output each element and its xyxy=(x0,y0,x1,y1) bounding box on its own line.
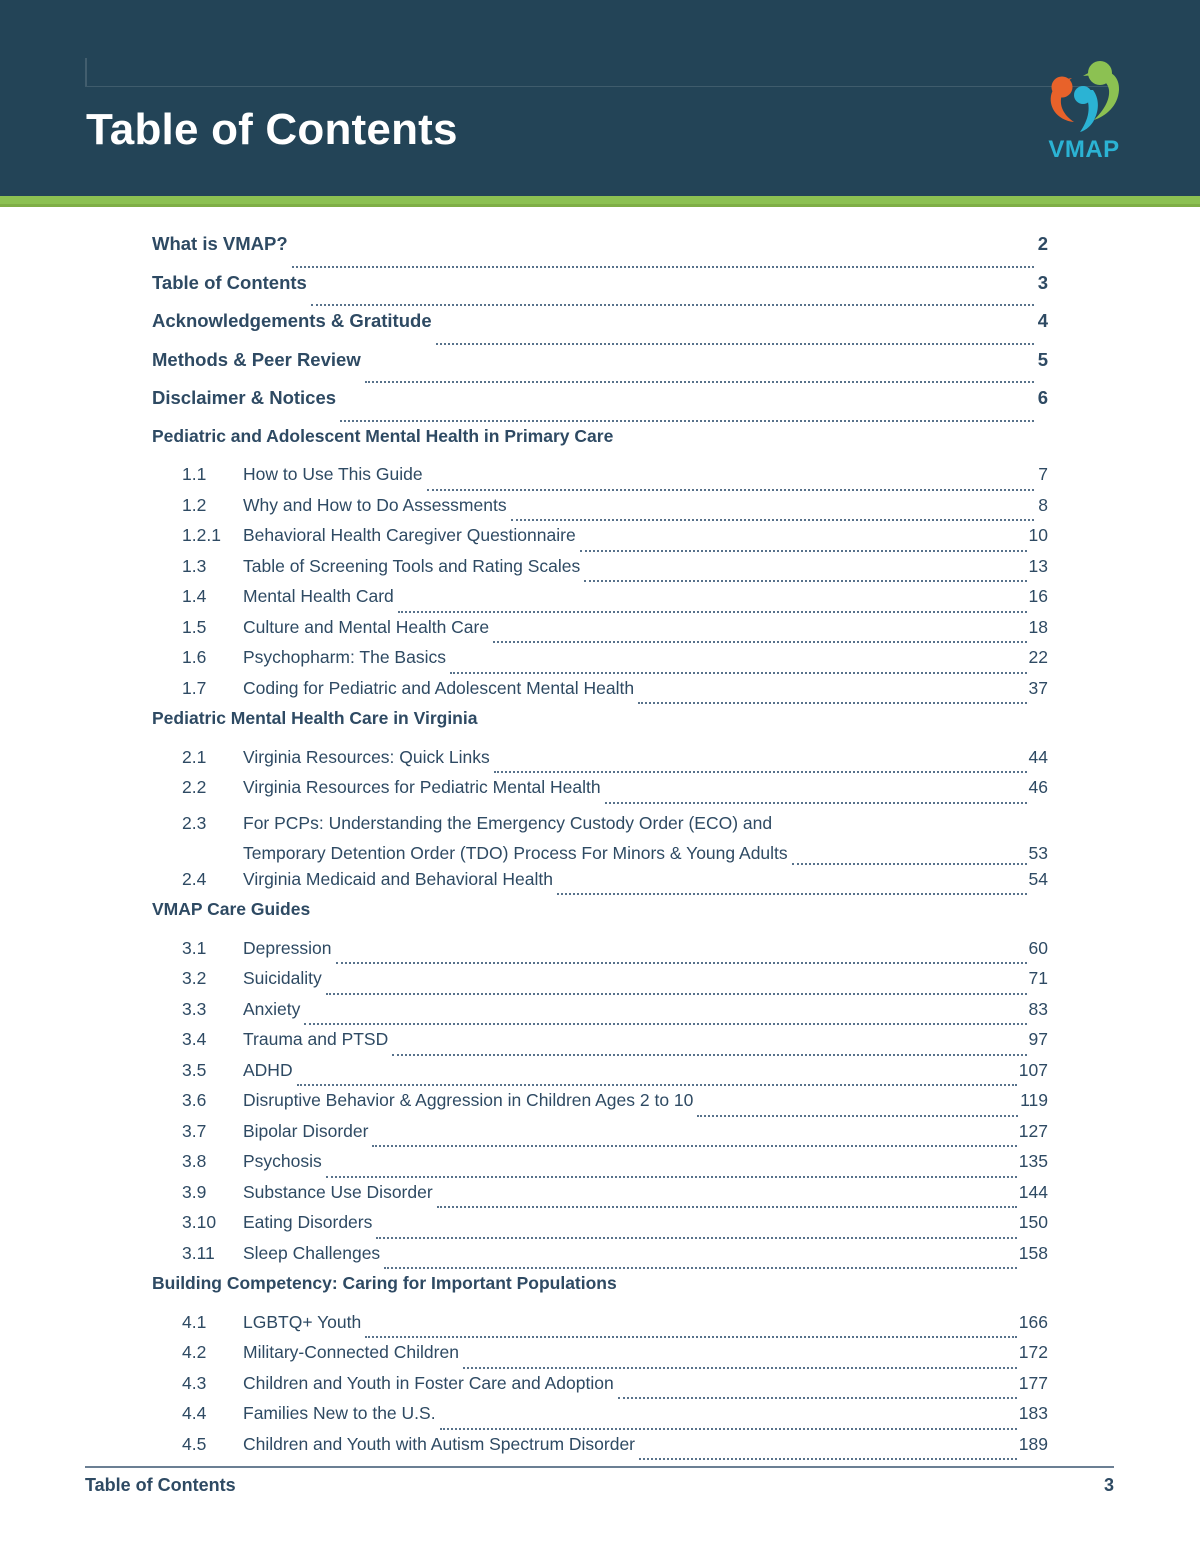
toc-dot-leader xyxy=(638,701,1026,704)
toc-entry-list xyxy=(0,207,1200,1464)
toc-section-heading xyxy=(152,708,1048,747)
toc-dot-leader xyxy=(326,1175,1017,1178)
toc-entry-label: Anxiety xyxy=(243,998,301,1019)
toc-entry-sub-multiline[interactable] xyxy=(152,808,1048,869)
toc-entry-number: 1.2 xyxy=(182,494,207,515)
page-title: Table of Contents xyxy=(86,105,458,154)
toc-entry-number: 3.11 xyxy=(182,1242,215,1263)
toc-entry-top[interactable] xyxy=(152,349,1048,388)
toc-page-number: 8 xyxy=(1038,494,1048,515)
toc-dot-leader xyxy=(384,1266,1017,1269)
toc-entry-top[interactable] xyxy=(152,272,1048,311)
toc-dot-leader xyxy=(292,265,1034,268)
toc-dot-leader xyxy=(493,640,1026,643)
toc-entry-label: Children and Youth in Foster Care and Adoption xyxy=(243,1372,614,1393)
toc-entry-top[interactable] xyxy=(152,233,1048,272)
toc-entry-label: Disruptive Behavior & Aggression in Children Ages 2 to 10 xyxy=(243,1090,694,1110)
toc-entry-label: Table of Contents xyxy=(152,271,307,293)
toc-entry-sub[interactable] xyxy=(152,1121,1048,1152)
vmap-logo xyxy=(1036,54,1132,170)
toc-page-number: 4 xyxy=(1037,310,1048,331)
toc-entry-label: Mental Health Card xyxy=(243,586,394,606)
toc-page-number: 183 xyxy=(1018,1403,1048,1423)
toc-entry-number: 4.1 xyxy=(182,1311,207,1332)
toc-entry-label: How to Use This Guide xyxy=(243,464,423,484)
toc-entry-number: 3.7 xyxy=(182,1120,207,1141)
toc-entry-label-line2: Temporary Detention Order (TDO) Process For Minors & Young Adults xyxy=(243,843,788,863)
toc-page-number: 53 xyxy=(1028,843,1048,863)
toc-page-number: 158 xyxy=(1018,1242,1048,1263)
toc-entry-number: 3.5 xyxy=(182,1059,207,1080)
toc-entry-label: ADHD xyxy=(243,1059,293,1080)
toc-entry-number: 1.1 xyxy=(182,464,207,484)
toc-page-number: 135 xyxy=(1018,1151,1048,1171)
footer-divider xyxy=(85,1466,1114,1468)
toc-entry-sub[interactable] xyxy=(152,777,1048,808)
toc-entry-label: Acknowledgements & Gratitude xyxy=(152,310,432,331)
toc-entry-label: Substance Use Disorder xyxy=(243,1181,433,1202)
toc-page-number: 127 xyxy=(1018,1120,1048,1141)
toc-entry-label: Depression xyxy=(243,937,332,958)
header-tick-mark xyxy=(85,58,87,86)
toc-page-number: 71 xyxy=(1028,968,1048,988)
toc-page-number: 16 xyxy=(1028,586,1048,606)
toc-entry-number: 4.2 xyxy=(182,1342,207,1362)
toc-entry-number: 2.2 xyxy=(182,777,207,797)
toc-dot-leader xyxy=(304,1022,1026,1025)
toc-entry-label: Behavioral Health Caregiver Questionnaire xyxy=(243,525,576,545)
toc-page-number: 119 xyxy=(1020,1090,1048,1110)
toc-entry-label: Virginia Resources: Quick Links xyxy=(243,746,490,767)
toc-entry-number: 3.1 xyxy=(182,937,207,958)
toc-entry-label: Virginia Resources for Pediatric Mental Health xyxy=(243,777,601,797)
toc-dot-leader xyxy=(440,1427,1017,1430)
toc-entry-label-line1: For PCPs: Understanding the Emergency Custody Order (ECO) and xyxy=(243,812,773,833)
toc-page-number: 166 xyxy=(1018,1311,1048,1332)
toc-entry-label: Disclaimer & Notices xyxy=(152,387,337,408)
toc-page-number: 2 xyxy=(1037,233,1048,254)
toc-entry-label: LGBTQ+ Youth xyxy=(243,1311,362,1332)
toc-page-number: 13 xyxy=(1028,555,1048,576)
accent-bar-green xyxy=(0,196,1200,204)
footer-section-label: Table of Contents xyxy=(85,1475,236,1495)
toc-entry-sub[interactable] xyxy=(152,1151,1048,1182)
toc-page-number: 172 xyxy=(1018,1342,1048,1362)
toc-entry-label: Children and Youth with Autism Spectrum Disorder xyxy=(243,1433,636,1454)
toc-entry-sub[interactable] xyxy=(152,556,1048,587)
toc-entry-label: What is VMAP? xyxy=(152,233,288,254)
toc-entry-top[interactable] xyxy=(152,310,1048,349)
toc-entry-label: Eating Disorders xyxy=(243,1212,373,1232)
page-footer xyxy=(85,1475,1114,1496)
toc-entry-label-line2-row xyxy=(243,838,1048,869)
toc-entry-sub[interactable] xyxy=(152,617,1048,648)
toc-dot-leader xyxy=(372,1144,1016,1147)
toc-page-number: 97 xyxy=(1028,1029,1048,1049)
toc-entry-sub[interactable] xyxy=(152,1060,1048,1091)
table-of-contents xyxy=(0,207,1200,1464)
toc-section-heading-label: Building Competency: Caring for Important Populations xyxy=(152,1273,617,1293)
toc-entry-number: 1.5 xyxy=(182,616,207,637)
toc-dot-leader xyxy=(376,1236,1016,1239)
toc-entry-label: Culture and Mental Health Care xyxy=(243,616,490,637)
toc-entry-sub[interactable] xyxy=(152,1090,1048,1121)
toc-entry-label: Bipolar Disorder xyxy=(243,1120,369,1141)
toc-entry-label: Methods & Peer Review xyxy=(152,348,361,370)
toc-dot-leader xyxy=(297,1083,1017,1086)
toc-dot-leader xyxy=(311,303,1034,306)
toc-dot-leader xyxy=(392,1053,1026,1056)
toc-entry-number: 2.3 xyxy=(182,812,207,833)
toc-dot-leader xyxy=(365,1335,1017,1338)
toc-dot-leader xyxy=(639,1457,1017,1460)
toc-page-number: 6 xyxy=(1037,387,1048,408)
toc-dot-leader xyxy=(437,1205,1017,1208)
toc-entry-number: 3.8 xyxy=(182,1151,207,1171)
toc-dot-leader xyxy=(618,1396,1017,1399)
toc-dot-leader xyxy=(605,801,1027,804)
toc-entry-label: Virginia Medicaid and Behavioral Health xyxy=(243,868,554,889)
toc-entry-number: 3.6 xyxy=(182,1090,207,1110)
toc-entry-sub[interactable] xyxy=(152,1373,1048,1404)
toc-entry-number: 3.3 xyxy=(182,998,207,1019)
toc-page-number: 60 xyxy=(1028,937,1048,958)
toc-entry-sub[interactable] xyxy=(152,968,1048,999)
toc-entry-number: 1.3 xyxy=(182,555,207,576)
toc-entry-sub[interactable] xyxy=(152,1029,1048,1060)
logo-head-orange xyxy=(1052,77,1073,98)
toc-entry-sub[interactable] xyxy=(152,525,1048,556)
toc-entry-number: 3.9 xyxy=(182,1181,207,1202)
toc-entry-sub[interactable] xyxy=(152,1182,1048,1213)
toc-entry-sub[interactable] xyxy=(152,1403,1048,1434)
toc-entry-top[interactable] xyxy=(152,387,1048,426)
toc-dot-leader xyxy=(580,549,1027,552)
toc-page-number: 46 xyxy=(1028,777,1048,797)
toc-page-number: 10 xyxy=(1028,525,1048,545)
toc-entry-sub[interactable] xyxy=(152,1312,1048,1343)
toc-section-heading-label: VMAP Care Guides xyxy=(152,899,311,919)
toc-dot-leader xyxy=(436,342,1034,345)
toc-entry-sub[interactable] xyxy=(152,586,1048,617)
toc-entry-label: Coding for Pediatric and Adolescent Mental Health xyxy=(243,677,635,698)
toc-entry-number: 4.4 xyxy=(182,1403,207,1423)
toc-entry-sub[interactable] xyxy=(152,495,1048,526)
toc-page-number: 5 xyxy=(1037,348,1048,370)
toc-entry-sub[interactable] xyxy=(152,938,1048,969)
toc-entry-sub[interactable] xyxy=(152,869,1048,900)
toc-page-number: 107 xyxy=(1018,1059,1048,1080)
toc-entry-sub[interactable] xyxy=(152,999,1048,1030)
toc-entry-sub[interactable] xyxy=(152,464,1048,495)
logo-head-green xyxy=(1088,61,1112,85)
footer-page-number: 3 xyxy=(1103,1475,1114,1495)
toc-entry-number: 1.6 xyxy=(182,647,207,667)
toc-entry-number: 3.2 xyxy=(182,968,207,988)
vmap-logo-wordmark: VMAP xyxy=(1048,136,1120,163)
header-hairline-divider xyxy=(85,86,1115,87)
toc-page-number: 54 xyxy=(1028,868,1048,889)
toc-entry-label: Sleep Challenges xyxy=(243,1242,381,1263)
toc-page-number: 18 xyxy=(1028,616,1048,637)
toc-dot-leader xyxy=(697,1114,1018,1117)
toc-entry-number: 2.1 xyxy=(182,746,207,767)
toc-dot-leader xyxy=(326,992,1027,995)
toc-entry-label: Psychopharm: The Basics xyxy=(243,647,446,667)
toc-page-number: 144 xyxy=(1018,1181,1048,1202)
toc-page-number: 150 xyxy=(1018,1212,1048,1232)
toc-entry-number: 3.4 xyxy=(182,1029,207,1049)
toc-section-heading xyxy=(152,899,1048,938)
toc-entry-sub[interactable] xyxy=(152,1342,1048,1373)
toc-section-heading xyxy=(152,426,1048,465)
toc-entry-label: Military-Connected Children xyxy=(243,1342,459,1362)
toc-entry-number: 4.3 xyxy=(182,1372,207,1393)
toc-dot-leader xyxy=(340,419,1034,422)
toc-entry-text-stack xyxy=(243,808,1048,869)
toc-dot-leader xyxy=(792,862,1027,865)
toc-page-number: 177 xyxy=(1018,1372,1048,1393)
toc-dot-leader xyxy=(511,518,1034,521)
toc-page-number: 83 xyxy=(1028,998,1048,1019)
toc-dot-leader xyxy=(463,1366,1017,1369)
toc-dot-leader xyxy=(336,961,1027,964)
toc-entry-number: 2.4 xyxy=(182,868,207,889)
toc-entry-number: 1.4 xyxy=(182,586,207,606)
toc-page-number: 37 xyxy=(1028,677,1048,698)
toc-entry-number: 3.10 xyxy=(182,1212,217,1232)
toc-dot-leader xyxy=(584,579,1026,582)
toc-entry-label: Suicidality xyxy=(243,968,322,988)
toc-entry-label: Trauma and PTSD xyxy=(243,1029,389,1049)
toc-section-heading-label: Pediatric Mental Health Care in Virginia xyxy=(152,708,478,728)
toc-entry-sub[interactable] xyxy=(152,1243,1048,1274)
toc-entry-number: 4.5 xyxy=(182,1433,207,1454)
toc-page-number: 7 xyxy=(1038,464,1048,484)
toc-entry-sub[interactable] xyxy=(152,1434,1048,1465)
toc-page-number: 22 xyxy=(1028,647,1048,667)
toc-page-number: 44 xyxy=(1028,746,1048,767)
toc-dot-leader xyxy=(450,671,1027,674)
toc-dot-leader xyxy=(365,380,1034,383)
toc-entry-sub[interactable] xyxy=(152,647,1048,678)
toc-section-heading-label: Pediatric and Adolescent Mental Health in Primary Care xyxy=(152,425,614,446)
toc-page-number: 189 xyxy=(1018,1433,1048,1454)
logo-head-blue xyxy=(1074,86,1092,104)
page-header-banner xyxy=(0,0,1200,196)
toc-entry-label: Psychosis xyxy=(243,1151,322,1171)
toc-entry-number: 1.7 xyxy=(182,677,207,698)
toc-dot-leader xyxy=(398,610,1027,613)
toc-entry-sub[interactable] xyxy=(152,1212,1048,1243)
toc-dot-leader xyxy=(494,770,1027,773)
vmap-logo-mark xyxy=(1036,54,1132,134)
toc-dot-leader xyxy=(427,488,1034,491)
toc-dot-leader xyxy=(557,892,1027,895)
toc-entry-number: 1.2.1 xyxy=(182,525,221,545)
toc-page-number: 3 xyxy=(1037,271,1048,293)
toc-entry-sub[interactable] xyxy=(152,678,1048,709)
toc-entry-sub[interactable] xyxy=(152,747,1048,778)
toc-entry-label: Families New to the U.S. xyxy=(243,1403,436,1423)
toc-section-heading xyxy=(152,1273,1048,1312)
toc-entry-label: Table of Screening Tools and Rating Scales xyxy=(243,555,581,576)
toc-entry-label: Why and How to Do Assessments xyxy=(243,494,507,515)
